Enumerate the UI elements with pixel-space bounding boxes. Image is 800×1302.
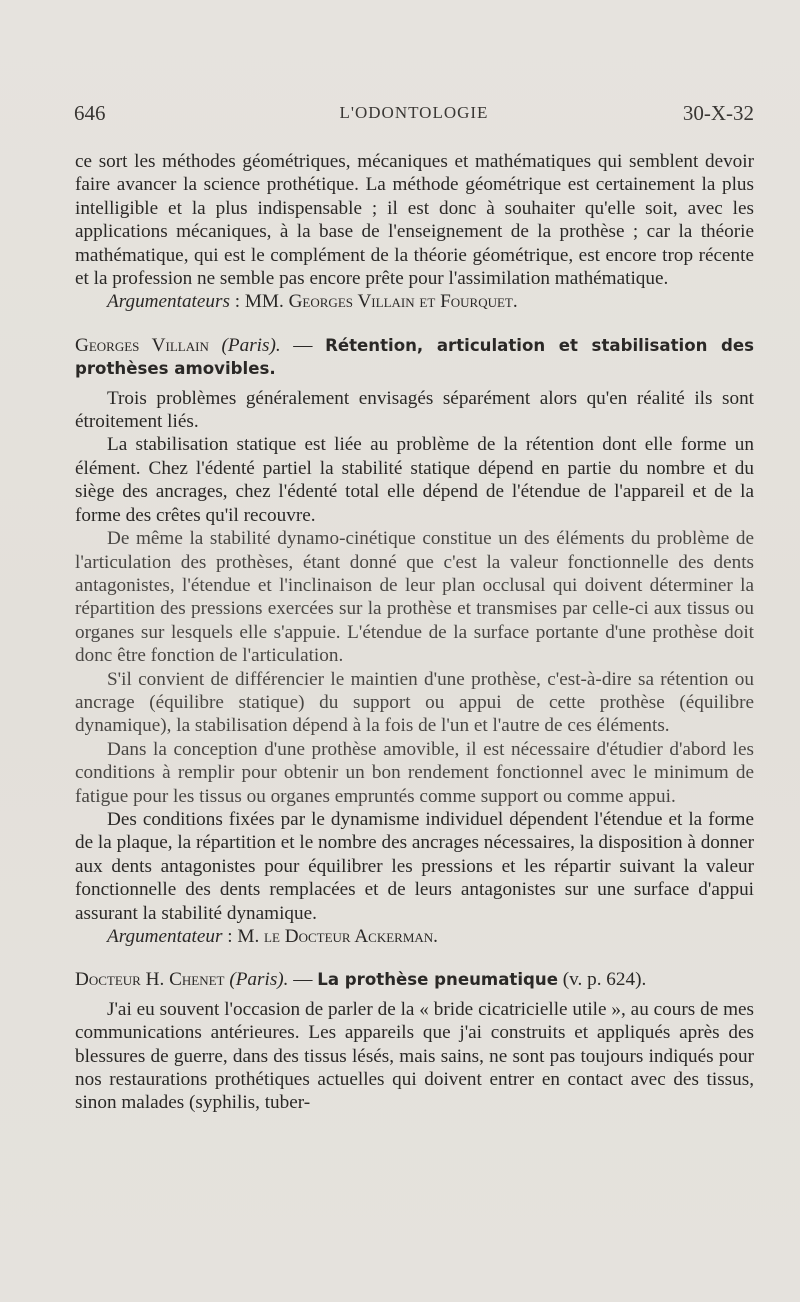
page-header [74, 101, 754, 131]
author-place: (Paris). [221, 334, 281, 356]
section2-paragraph-4: S'il convient de différencier le maintien d'une prothèse, c'est-à-dire sa rétention ou ancrage (équilibre statique) du support ou appui de cette prothèse (équilibre dynamique), la stabilisation dépend à la fois de l'un et l'autre de ces éléments. [75, 668, 754, 737]
section1-paragraph: ce sort les méthodes géométriques, mécaniques et mathématiques qui semblent devoir faire avancer la science prothétique. La méthode géométrique est certainement la plus intelligible et la plus indispensable ; il est donc à souhaiter qu'elle soit, avec les applications mécaniques, à la base de l'enseignement de la prothèse ; car la théorie mathématique, qui est le complément de la théorie géométrique, est encore trop récente et la profession ne semble pas encore prête pour l'assimilation mathématique. [75, 151, 754, 290]
section2-paragraph-5: Dans la conception d'une prothèse amovible, il est nécessaire d'étudier d'abord les conditions à remplir pour obtenir un bon rendement fonctionnel avec le minimum de fatigue pour les tissus ou organes empruntés comme support ou comme appui. [75, 738, 754, 807]
discussants-label: Argumentateurs [107, 291, 230, 313]
section2-heading [75, 334, 754, 381]
discussants-label: Argumentateur [107, 926, 223, 947]
running-title: L'ODONTOLOGIE [339, 103, 489, 122]
section2-paragraph-6: Des conditions fixées par le dynamisme individuel dépendent l'étendue et la forme de la plaque, la répartition et le nombre des ancrages nécessaires, la disposition à donner aux dents antagonistes pour équilibrer les pressions et les répartir suivant la valeur fonctionnelle des dents remplacées et de leurs antagonistes sur une surface d'appui assurant la stabilité dynamique. [75, 808, 754, 924]
section2-paragraph-3: De même la stabilité dynamo-cinétique constitue un des éléments du problème de l'articulation des prothèses, étant donné que c'est la valeur fonctionnelle des dents antagonistes, l'étendue et l'inclinaison de leur plan occlusal qui doivent déterminer la répartition des pressions exercées sur la prothèse et transmises par celle-ci aux tissus ou organes sur lesquels elle s'appuie. L'étendue de la surface portante d'une prothèse doit donc être fonction de l'articulation. [75, 528, 754, 667]
communication-title: Rétention, articulation et stabilisation des prothèses amovibles. [75, 335, 755, 379]
issue-date: 30-X-32 [682, 101, 754, 125]
author-name: Docteur H. Chenet [75, 969, 225, 991]
author-place: (Paris). [229, 969, 289, 991]
section3-paragraph: J'ai eu souvent l'occasion de parler de la « bride cicatricielle utile », au cours de mes communications antérieures. Les appareils que j'ai construits et appliqués après des blessures de guerre, dans des tissus lésés, mais sains, ne sont pas toujours indiqués pour nos restaurations prothétiques actuelles qui doivent entrer en contact avec des tissus, sinon malades (syphilis, tuber- [75, 998, 754, 1114]
discussants-names: : M. le Docteur Ackerman. [222, 926, 438, 947]
page-reference: (v. p. 624). [557, 969, 647, 991]
section2-paragraph-1: Trois problèmes généralement envisagés séparément alors qu'en réalité ils sont étroitement liés. [75, 387, 754, 433]
section3-heading [75, 968, 754, 991]
section2-paragraph-2: La stabilisation statique est liée au problème de la rétention dont elle forme un élément. Chez l'édenté partiel la stabilité statique dépend en partie du nombre et du siège des ancrages, chez l'édenté total elle dépend de l'étendue de l'appareil et de la forme des crêtes qu'il recouvre. [75, 434, 754, 526]
section2-discussants [75, 925, 754, 948]
page-body [75, 150, 754, 1115]
heading-dash: — [280, 334, 326, 356]
heading-dash: — [288, 969, 318, 991]
communication-title: La prothèse pneumatique [317, 970, 558, 990]
author-name: Georges Villain [75, 334, 209, 356]
section1-discussants [75, 290, 754, 313]
page-number: 646 [74, 101, 106, 125]
discussants-names: : MM. Georges Villain et Fourquet. [229, 291, 518, 313]
